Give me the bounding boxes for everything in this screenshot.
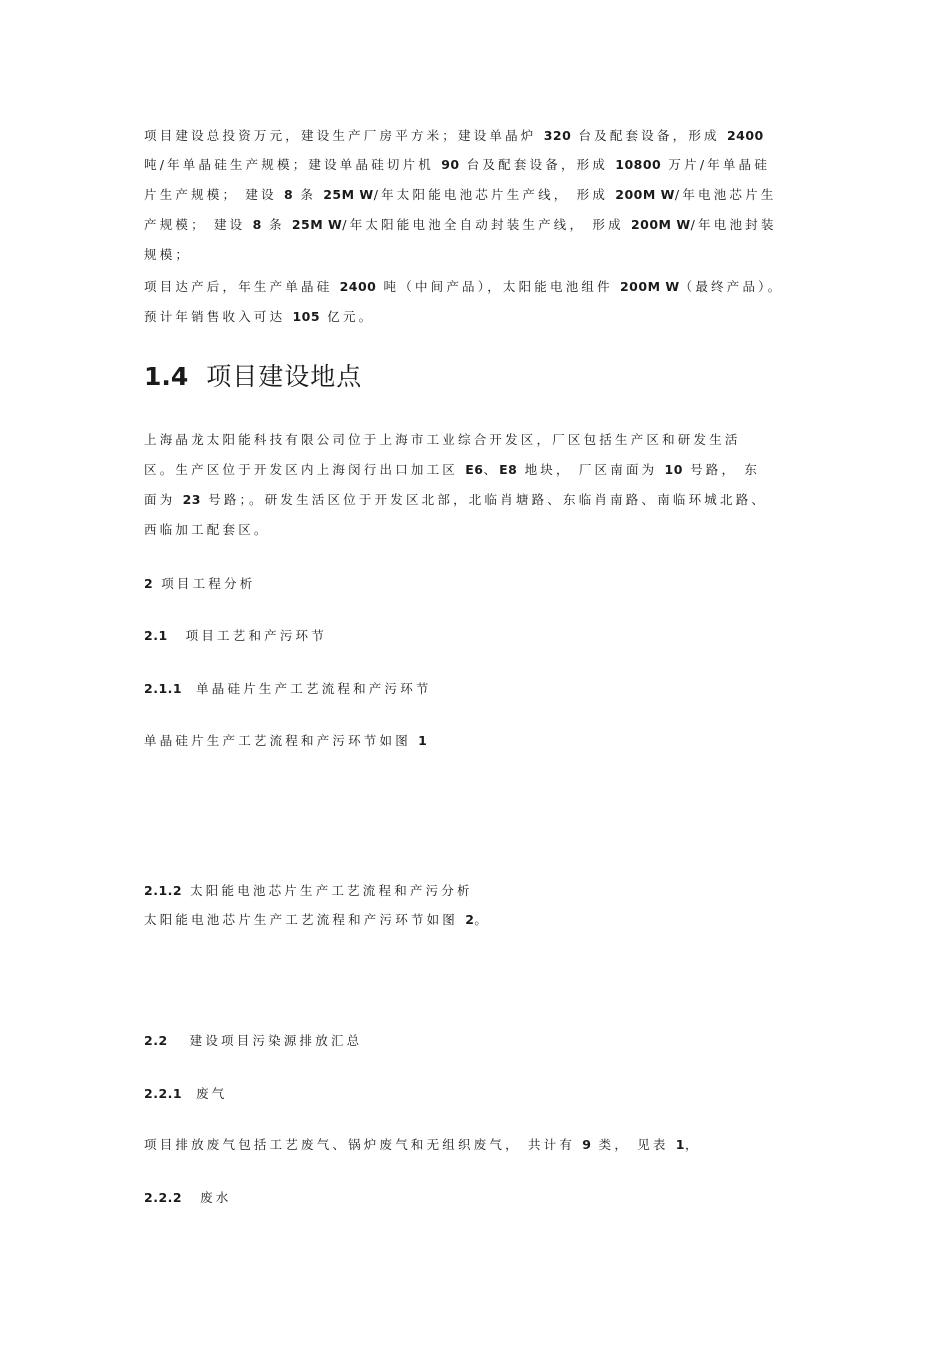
section-title: 项目工程分析 (161, 576, 256, 591)
section-2-heading (144, 576, 255, 592)
heading-1-4 (144, 362, 362, 392)
location-line-4: 西临加工配套区。 (144, 522, 270, 537)
section-number: 2 (144, 576, 154, 591)
section-title: 单晶硅片生产工艺流程和产污环节 (196, 681, 432, 696)
waste-gas-text: 项目排放废气包括工艺废气、锅炉废气和无组织废气， 共计有 9 类， 见表 1， (144, 1137, 701, 1152)
intro-line-6: 项目达产后，年生产单晶硅 2400 吨（中间产品），太阳能电池组件 200M W（最终产品）。 (144, 279, 784, 294)
section-number: 2.2 (144, 1033, 168, 1048)
section-title: 建设项目污染源排放汇总 (189, 1033, 363, 1048)
section-number: 2.1 (144, 628, 168, 643)
intro-line-4: 产规模； 建设 8 条 25M W/年太阳能电池全自动封装生产线， 形成 200M W/年电池封装 (144, 217, 777, 232)
section-title: 太阳能电池芯片生产工艺流程和产污分析 (190, 883, 473, 898)
intro-line-1: 项目建设总投资万元，建设生产厂房平方米；建设单晶炉 320 台及配套设备，形成 2400 (144, 128, 764, 143)
intro-line-5: 规模； (144, 247, 192, 262)
section-number: 2.1.2 (144, 883, 183, 898)
location-line-3: 面为 23 号路；。研发生活区位于开发区北部，北临肖塘路、东临肖南路、南临环城北路、 (144, 492, 768, 507)
location-line-1: 上海晶龙太阳能科技有限公司位于上海市工业综合开发区，厂区包括生产区和研发生活 (144, 432, 741, 447)
section-number: 2.2.2 (144, 1190, 183, 1205)
section-2-1-heading (144, 628, 327, 644)
section-2-2-1-heading (144, 1086, 228, 1102)
section-2-1-2-heading (144, 883, 473, 899)
intro-line-3: 片生产规模； 建设 8 条 25M W/年太阳能电池芯片生产线， 形成 200M W/年电池芯片生 (144, 187, 777, 202)
heading-title: 项目建设地点 (206, 362, 363, 391)
section-2-2-heading (144, 1033, 362, 1049)
section-number: 2.1.1 (144, 681, 183, 696)
figure-2-reference: 太阳能电池芯片生产工艺流程和产污环节如图 2。 (144, 912, 491, 927)
section-number: 2.2.1 (144, 1086, 183, 1101)
section-2-1-1-heading (144, 681, 432, 697)
heading-number: 1.4 (144, 362, 189, 391)
intro-line-7: 预计年销售收入可达 105 亿元。 (144, 309, 375, 324)
section-title: 项目工艺和产污环节 (185, 628, 327, 643)
figure-1-reference: 单晶硅片生产工艺流程和产污环节如图 1 (144, 733, 428, 748)
section-2-2-2-heading (144, 1190, 232, 1206)
section-title: 废气 (196, 1086, 228, 1101)
location-line-2: 区。生产区位于开发区内上海闵行出口加工区 E6、E8 地块， 厂区南面为 10 号路， 东 (144, 462, 761, 477)
intro-line-2: 吨/年单晶硅生产规模；建设单晶硅切片机 90 台及配套设备，形成 10800 万片/年单晶硅 (144, 157, 771, 172)
section-title: 废水 (200, 1190, 232, 1205)
